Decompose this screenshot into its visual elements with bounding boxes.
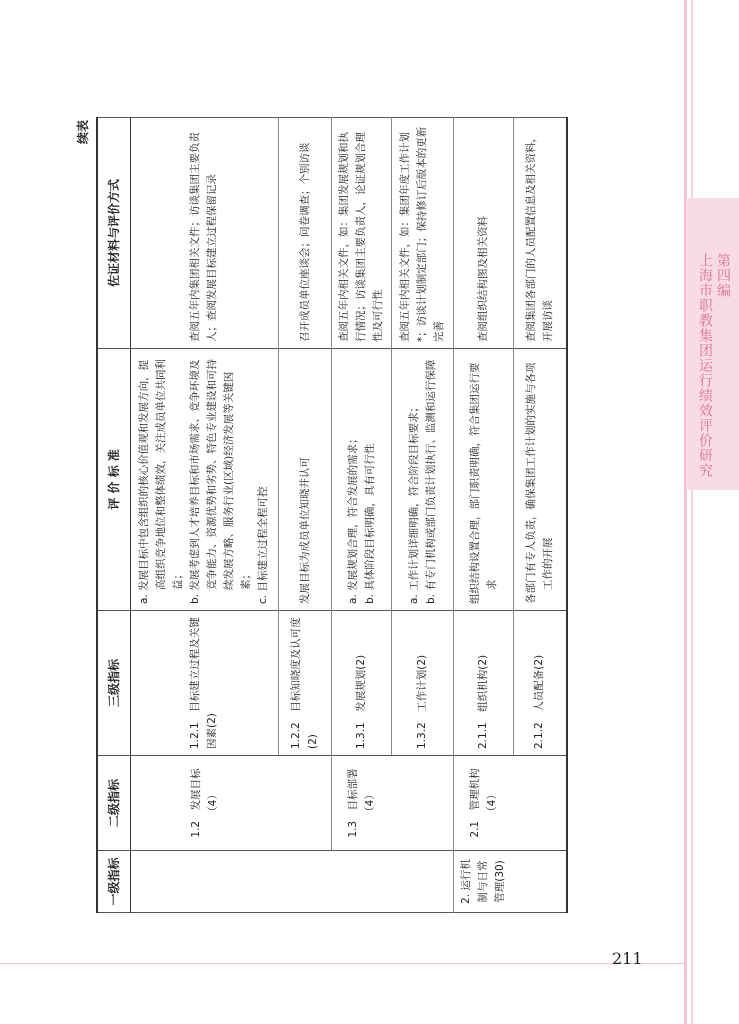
table-row [332,118,392,913]
level3-cell: 1.3.1 发展规划(2) [332,611,392,756]
criteria-item: 组织结构设置合理，部门职责明确，符合集团运行要求 [468,362,498,604]
table-row [454,118,513,913]
criteria-item: 发展目标为成员单位知晓并认可 [298,457,311,604]
table-header-row [97,118,131,913]
level2-cell: 1.3 目标部署（4） [332,756,392,851]
evidence-cell: 查阅五年内集团相关文件；访谈集团主要负责人；查阅发展目标建立过程保留记录 [131,118,279,349]
level3-cell: 1.2.1 目标建立过程及关键因素(2) [131,611,279,756]
table-row [392,118,454,913]
table-row [513,118,567,913]
evidence-cell: 查阅五年内相关文件，如：集团发展规划和执行情况；访谈集团主要负责人，论证规划合理性及可行性 [332,118,392,349]
side-band-part: 第四编 [715,253,731,298]
header-evidence: 佐证材料与评价方式 [97,118,131,349]
header-level2: 二级指标 [97,756,131,851]
header-level1: 一级指标 [97,851,131,913]
header-criteria: 评 价 标 准 [97,349,131,611]
table-row [131,118,279,913]
criteria-cell [332,349,392,611]
level2-cell: 2.1 管理机构（4） [454,756,513,851]
evidence-cell: 查阅组织结构图及相关资料 [454,118,513,349]
rotated-table-wrapper [76,118,568,913]
side-band-title: 上海市职教集团运行绩效评价研究 [697,253,713,478]
criteria-item: c. 目标建立过程全程可控 [257,486,270,604]
criteria-item: b. 有专门机构或部门负责计划执行、监测和运行保障 [424,359,437,604]
level3-cell: 2.1.2 人员配备(2) [513,611,567,756]
side-band [686,198,739,490]
footer-rule [0,963,684,964]
evaluation-table [96,117,568,913]
criteria-cell [454,349,513,611]
side-band-text [694,253,732,490]
header-level3: 三级指标 [97,611,131,756]
level2-cell: 1.2 发展目标（4） [131,756,279,851]
level1-cell [131,851,279,913]
table-container [76,118,568,913]
criteria-cell [392,349,454,611]
level1-cell [332,851,392,913]
criteria-cell [278,349,332,611]
criteria-cell [513,349,567,611]
criteria-item: 各部门有专人负责，确保集团工作计划的实施与各项工作的开展 [524,362,554,604]
continued-label: 续表 [76,120,90,145]
level1-cell: 2. 运行机制与日常管理(30) [454,851,513,913]
evidence-cell: 查阅五年内相关文件，如：集团年度工作计划*；访谈计划制定部门；保持修订后版本的更新完善 [392,118,454,349]
level1-cell [392,851,454,913]
table-row [278,118,332,913]
evidence-cell: 召开成员单位座谈会；问卷调查；个别访谈 [278,118,332,349]
criteria-cell [131,349,279,611]
level2-cell [392,756,454,851]
criteria-item: a. 发展目标中包含组织的核心价值观和发展方向，提高组织竞争地位和整体绩效，关注成员单位共同利益； [138,359,185,604]
level1-cell [278,851,332,913]
margin-line-inner [691,0,693,1024]
margin-line-outer [684,0,687,1024]
level2-cell [278,756,332,851]
criteria-item: a. 工作计划详细明确，符合阶段目标要求； [407,401,420,604]
page-number: 211 [612,949,643,968]
level1-cell [513,851,567,913]
level3-cell: 1.2.2 目标知晓度及认可度(2) [278,611,332,756]
criteria-item: b. 发展考虑到人才培养目标和市场需求、竞争环境及竞争能力、资源优势和劣势、特色专业建设和可持续发展方略、服务行业(区域)经济发展等关键因素； [189,359,253,604]
level3-cell: 2.1.1 组织机构(2) [454,611,513,756]
level2-cell [513,756,567,851]
level3-cell: 1.3.2 工作计划(2) [392,611,454,756]
criteria-item: b. 具体阶段目标明确，具有可行性 [363,443,376,604]
criteria-item: a. 发展规划合理，符合发展的需求； [346,433,359,604]
evidence-cell: 查阅集团各部门的人员配置信息及相关资料，开展访谈 [513,118,567,349]
